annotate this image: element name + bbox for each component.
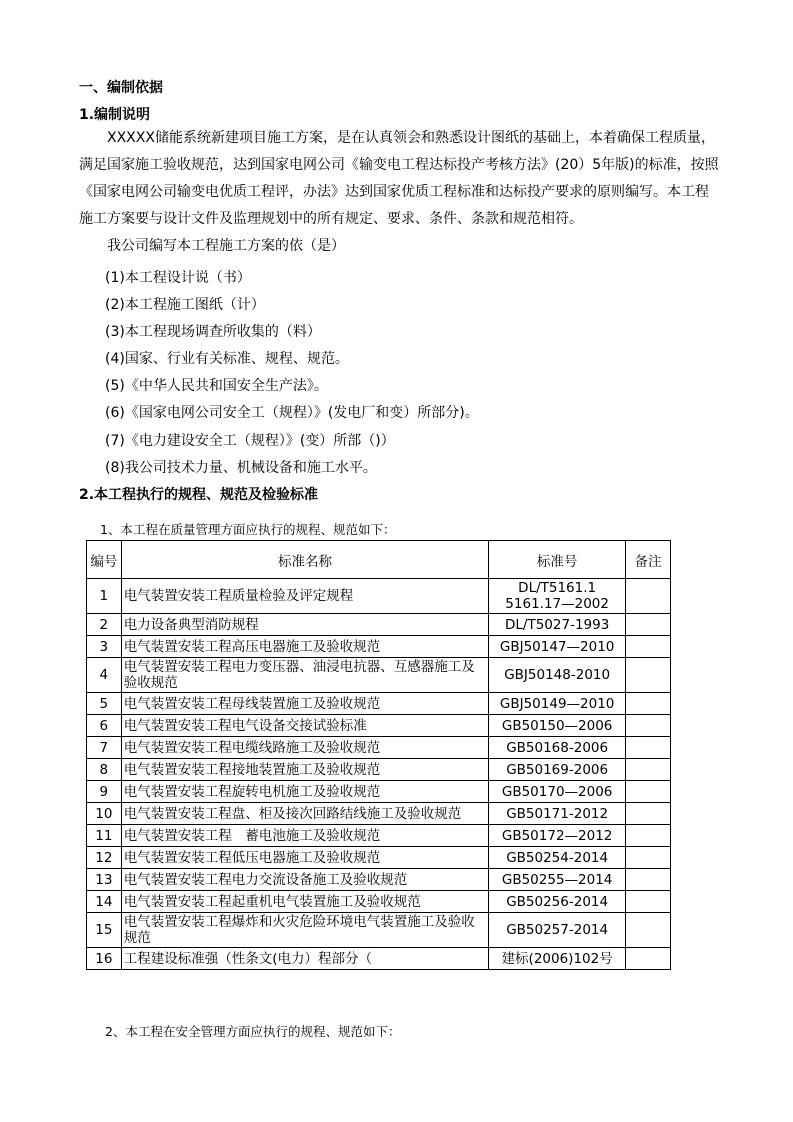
basis-item: (8)我公司技术力量、机械设备和施工水平。 — [105, 460, 377, 476]
table-caption-quality: 1、本工程在质量管理方面应执行的规程、规范如下： — [100, 522, 396, 537]
row-number: 11 — [87, 825, 122, 847]
row-number: 13 — [87, 869, 122, 891]
row-number: 14 — [87, 891, 122, 913]
row-standard-name: 电气装置安装工程接地装置施工及验收规范 — [121, 759, 489, 781]
basis-item: (7)《电力建设安全工（规程）》(变）所部（)） — [105, 433, 395, 449]
row-standard-name: 电气装置安装工程电力交流设备施工及验收规范 — [121, 869, 489, 891]
row-standard-name: 电气装置安装工程电气设备交接试验标准 — [121, 715, 489, 737]
table-row — [87, 614, 671, 636]
row-standard-code: GB50255—2014 — [489, 869, 626, 891]
row-number: 1 — [87, 579, 122, 614]
row-number: 2 — [87, 614, 122, 636]
table-row — [87, 759, 671, 781]
row-remark — [626, 891, 671, 913]
basis-item: (1)本工程设计说（书） — [105, 270, 251, 286]
table-row — [87, 803, 671, 825]
row-standard-code: DL/T5161.1 5161.17—2002 — [489, 579, 626, 614]
row-standard-code: GB50150—2006 — [489, 715, 626, 737]
row-standard-name: 电气装置安装工程高压电器施工及验收规范 — [121, 636, 489, 658]
table-row — [87, 869, 671, 891]
row-standard-code: GB50172—2012 — [489, 825, 626, 847]
row-remark — [626, 948, 671, 970]
table-row — [87, 715, 671, 737]
row-standard-code: DL/T5027-1993 — [489, 614, 626, 636]
row-remark — [626, 869, 671, 891]
subsection-title-1: 1.编制说明 — [79, 107, 151, 123]
row-standard-code: GBJ50147—2010 — [489, 636, 626, 658]
row-remark — [626, 825, 671, 847]
header-standard-code: 标准号 — [489, 541, 626, 579]
row-number: 6 — [87, 715, 122, 737]
row-standard-name: 电气装置安装工程 蓄电池施工及验收规范 — [121, 825, 489, 847]
basis-item: (5)《中华人民共和国安全生产法》。 — [105, 378, 328, 394]
table-row — [87, 579, 671, 614]
row-standard-name: 电力设备典型消防规程 — [121, 614, 489, 636]
row-standard-code: GBJ50148-2010 — [489, 658, 626, 693]
basis-item: (2)本工程施工图纸（计） — [105, 297, 265, 313]
row-number: 8 — [87, 759, 122, 781]
row-remark — [626, 803, 671, 825]
row-number: 16 — [87, 948, 122, 970]
standards-table — [86, 540, 671, 970]
row-number: 15 — [87, 913, 122, 948]
row-remark — [626, 913, 671, 948]
row-standard-name: 电气装置安装工程质量检验及评定规程 — [121, 579, 489, 614]
row-standard-code: GB50254-2014 — [489, 847, 626, 869]
row-standard-code: GB50168-2006 — [489, 737, 626, 759]
row-standard-code: GB50256-2014 — [489, 891, 626, 913]
table-row — [87, 693, 671, 715]
row-number: 4 — [87, 658, 122, 693]
table-row — [87, 913, 671, 948]
row-remark — [626, 759, 671, 781]
row-standard-code: GB50257-2014 — [489, 913, 626, 948]
row-remark — [626, 579, 671, 614]
row-remark — [626, 737, 671, 759]
row-number: 10 — [87, 803, 122, 825]
row-remark — [626, 658, 671, 693]
row-standard-name: 电气装置安装工程电缆线路施工及验收规范 — [121, 737, 489, 759]
row-remark — [626, 715, 671, 737]
row-standard-name: 电气装置安装工程盘、柜及接次回路结线施工及验收规范 — [121, 803, 489, 825]
basis-paragraph: 我公司编写本工程施工方案的依（是） — [107, 238, 345, 254]
row-remark — [626, 693, 671, 715]
row-standard-code: 建标(2006)102号 — [489, 948, 626, 970]
table-row — [87, 948, 671, 970]
row-remark — [626, 614, 671, 636]
basis-item: (6)《国家电网公司安全工（规程）》(发电厂和变）所部分)。 — [105, 405, 479, 421]
row-number: 12 — [87, 847, 122, 869]
row-remark — [626, 781, 671, 803]
basis-item: (3)本工程现场调查所收集的（料） — [105, 324, 321, 340]
row-standard-name: 电气装置安装工程爆炸和火灾危险环境电气装置施工及验收规范 — [121, 913, 489, 948]
row-standard-name: 工程建设标准强（性条文(电力）程部分（ — [121, 948, 489, 970]
table-row — [87, 847, 671, 869]
row-standard-name: 电气装置安装工程起重机电气装置施工及验收规范 — [121, 891, 489, 913]
table-caption-safety: 2、本工程在安全管理方面应执行的规程、规范如下： — [105, 1024, 401, 1039]
table-row — [87, 658, 671, 693]
header-remark: 备注 — [626, 541, 671, 579]
row-number: 5 — [87, 693, 122, 715]
row-standard-code: GB50169-2006 — [489, 759, 626, 781]
row-standard-code: GB50170—2006 — [489, 781, 626, 803]
table-header-row — [87, 541, 671, 579]
row-number: 7 — [87, 737, 122, 759]
section-title: 一、编制依据 — [79, 80, 163, 96]
table-row — [87, 737, 671, 759]
intro-paragraph: XXXXX储能系统新建项目施工方案，是在认真领会和熟悉设计图纸的基础上，本着确保工程质量，满足国家施工验收规范，达到国家电网公司《输变电工程达标投产考核方法》(20）5年版)的标准，按照《国家电网公司输变电优质工程评，办法》达到国家优质工程标准和达标投产要求的原则编写。本工程施工方案要与设计文件及监理规划中的所有规定、要求、条件、条款和规范相符。 — [79, 130, 719, 227]
row-standard-name: 电气装置安装工程低压电器施工及验收规范 — [121, 847, 489, 869]
row-standard-name: 电气装置安装工程旋转电机施工及验收规范 — [121, 781, 489, 803]
row-number: 3 — [87, 636, 122, 658]
basis-item: (4)国家、行业有关标准、规程、规范。 — [105, 351, 349, 367]
row-standard-code: GBJ50149—2010 — [489, 693, 626, 715]
header-number: 编号 — [87, 541, 122, 579]
header-standard-name: 标准名称 — [121, 541, 489, 579]
row-remark — [626, 636, 671, 658]
table-row — [87, 825, 671, 847]
row-number: 9 — [87, 781, 122, 803]
row-standard-name: 电气装置安装工程电力变压器、油浸电抗器、互感器施工及验收规范 — [121, 658, 489, 693]
subsection-title-2: 2.本工程执行的规程、规范及检验标准 — [79, 487, 319, 503]
row-remark — [626, 847, 671, 869]
table-row — [87, 781, 671, 803]
table-row — [87, 891, 671, 913]
row-standard-name: 电气装置安装工程母线装置施工及验收规范 — [121, 693, 489, 715]
row-standard-code: GB50171-2012 — [489, 803, 626, 825]
table-row — [87, 636, 671, 658]
